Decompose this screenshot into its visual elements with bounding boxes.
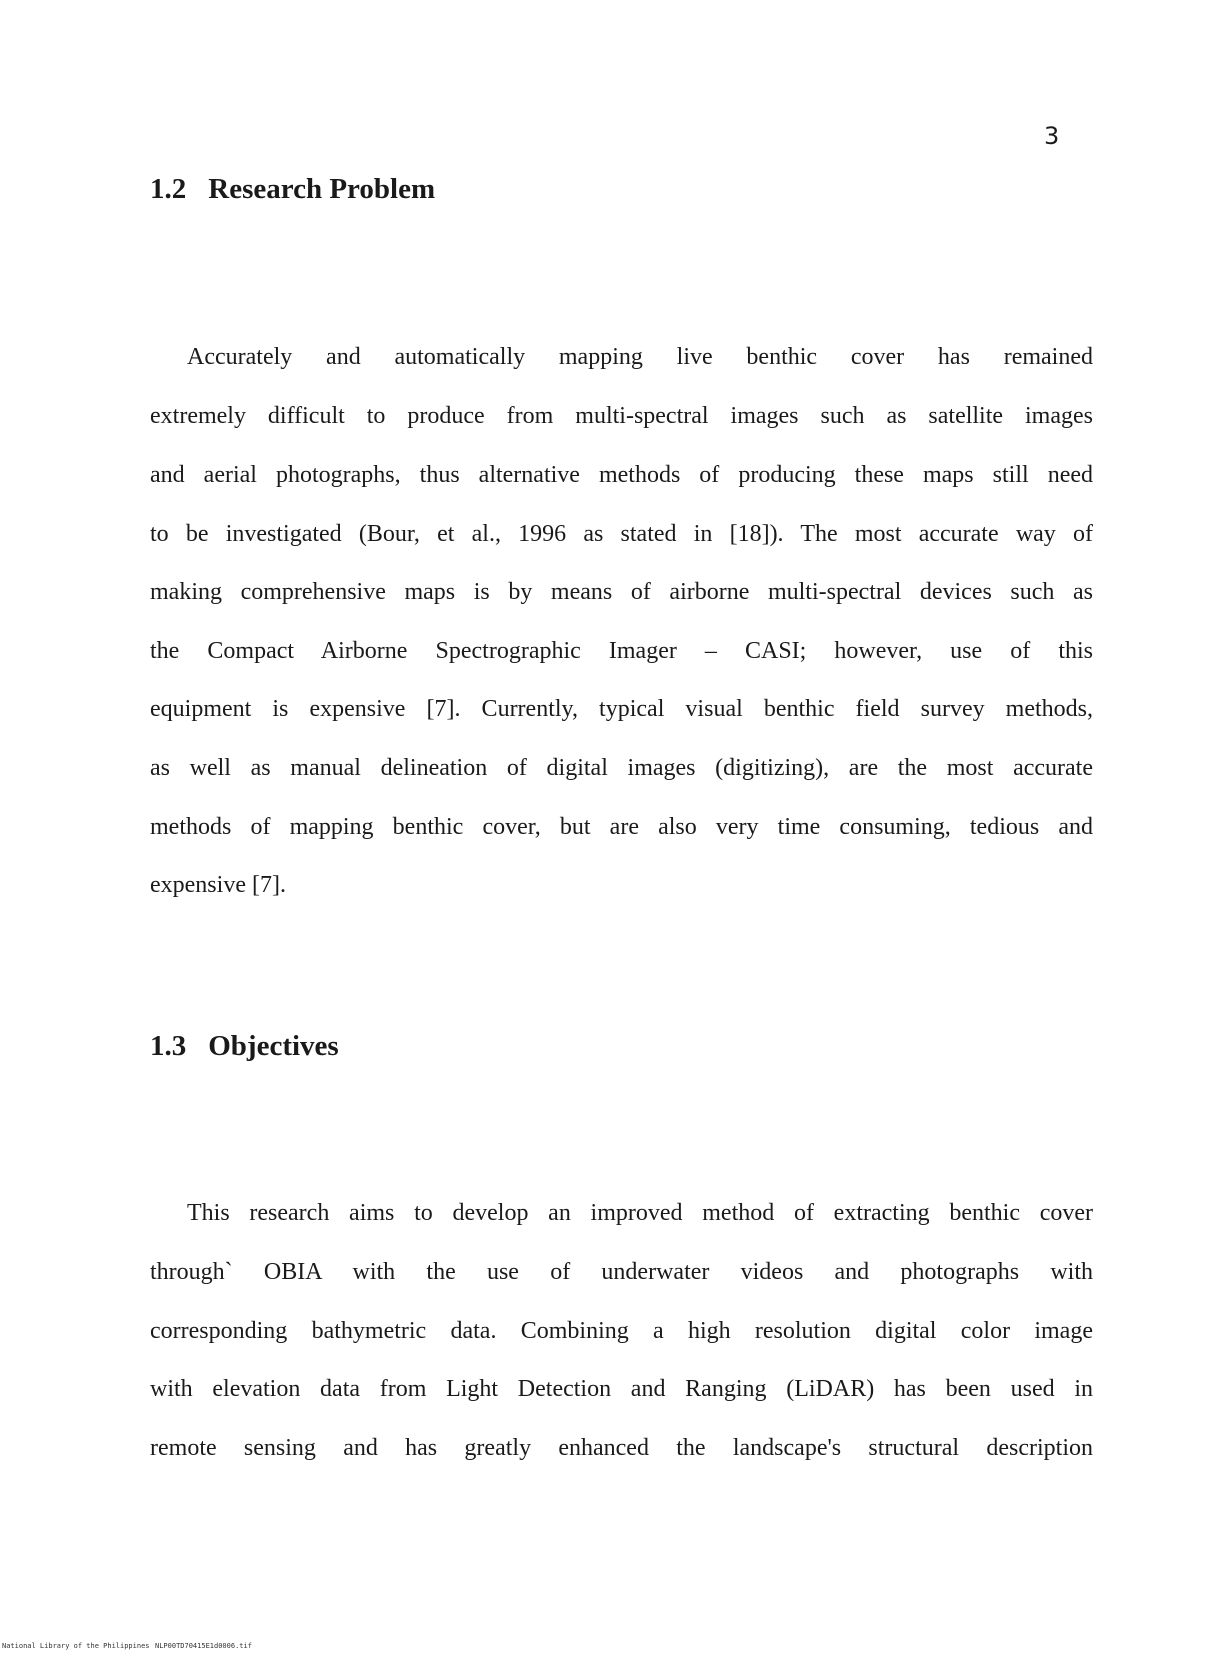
paragraph-line: Accurately and automatically mapping live benthic cover has remained <box>187 344 1093 370</box>
page-number: 3 <box>1044 122 1060 150</box>
paragraph-line: and aerial photographs, thus alternative methods of producing these maps still need <box>150 462 1093 488</box>
paragraph-line: to be investigated (Bour, et al., 1996 as stated in [18]). The most accurate way of <box>150 521 1093 547</box>
paragraph-line: through` OBIA with the use of underwater videos and photographs with <box>150 1259 1093 1285</box>
paragraph-line: as well as manual delineation of digital images (digitizing), are the most accurate <box>150 755 1093 781</box>
paragraph-line: extremely difficult to produce from multi-spectral images such as satellite images <box>150 403 1093 429</box>
paragraph-line: expensive [7]. <box>150 872 286 898</box>
section-title: Objectives <box>208 1030 339 1062</box>
paragraph-line: with elevation data from Light Detection and Ranging (LiDAR) has been used in <box>150 1376 1093 1402</box>
section-heading-research-problem <box>150 173 435 206</box>
section-title: Research Problem <box>208 173 436 205</box>
paragraph-line: corresponding bathymetric data. Combining a high resolution digital color image <box>150 1318 1093 1344</box>
paragraph-line: remote sensing and has greatly enhanced the landscape's structural description <box>150 1435 1093 1461</box>
paragraph-line: This research aims to develop an improved method of extracting benthic cover <box>187 1200 1093 1226</box>
footer-file-code: NLP00TD70415E1d0006.tif <box>155 1642 252 1650</box>
paragraph-line: making comprehensive maps is by means of airborne multi-spectral devices such as <box>150 579 1093 605</box>
section-number: 1.3 <box>150 1030 187 1062</box>
section-heading-objectives <box>150 1030 339 1063</box>
paragraph-line: the Compact Airborne Spectrographic Imager – CASI; however, use of this <box>150 638 1093 664</box>
section-number: 1.2 <box>150 173 187 205</box>
paragraph-line: methods of mapping benthic cover, but are also very time consuming, tedious and <box>150 814 1093 840</box>
paragraph-line: equipment is expensive [7]. Currently, typical visual benthic field survey methods, <box>150 696 1093 722</box>
footer-library-name: National Library of the Philippines <box>2 1642 150 1650</box>
